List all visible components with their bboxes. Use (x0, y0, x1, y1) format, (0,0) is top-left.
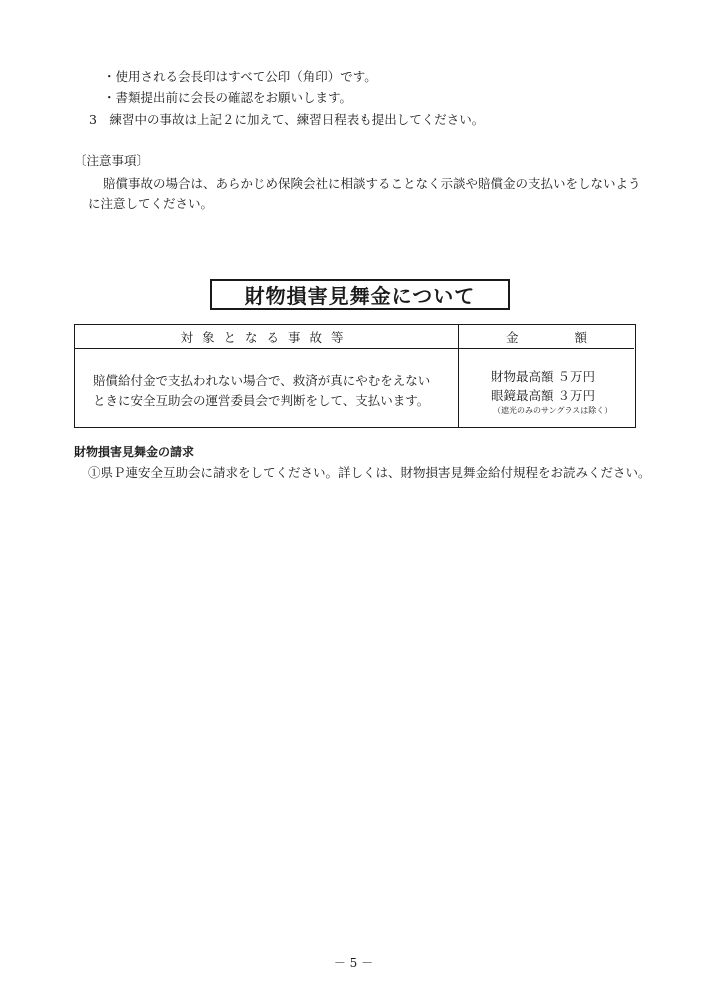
table-header-incident: 対象となる事故等 (75, 325, 459, 349)
notes-line-2: に注意してください。 (88, 196, 214, 211)
bullet-confirm: ・書類提出前に会長の確認をお願いします。 (103, 90, 353, 105)
table-header-amount-a: 金 (505, 329, 519, 345)
table-cell-amount (459, 349, 634, 427)
claim-heading: 財物損害見舞金の請求 (74, 445, 195, 459)
amount-note: （遮光のみのサングラスは除く） (493, 406, 613, 415)
notes-line-1: 賠償事故の場合は、あらかじめ保険会社に相談することなく示談や賠償金の支払いをしないよう (103, 176, 641, 191)
amount-glasses: 眼鏡最高額 ３万円 (491, 388, 595, 403)
bullet-seal: ・使用される会長印はすべて公印（角印）です。 (103, 69, 377, 84)
item-3: 3 練習中の事故は上記２に加えて、練習日程表も提出してください。 (89, 112, 485, 127)
claim-text: ①県Ｐ連安全互助会に請求をしてください。詳しくは、財物損害見舞金給付規程をお読みください。 (88, 465, 651, 480)
table-header-amount-b: 額 (574, 329, 588, 345)
table-header-amount (459, 325, 634, 349)
table-cell-description (75, 349, 459, 427)
description-line-2: ときに安全互助会の運営委員会で判断をして、支払います。 (93, 393, 430, 408)
notes-heading: 〔注意事項〕 (74, 153, 150, 168)
amount-property: 財物最高額 ５万円 (491, 369, 595, 384)
description-line-1: 賠償給付金で支払われない場合で、救済が真にやむをえない (93, 373, 431, 388)
page-number: － 5 － (333, 956, 374, 970)
description-text (93, 371, 430, 411)
section-title: 財物損害見舞金について (210, 279, 510, 310)
benefit-table (74, 324, 636, 428)
